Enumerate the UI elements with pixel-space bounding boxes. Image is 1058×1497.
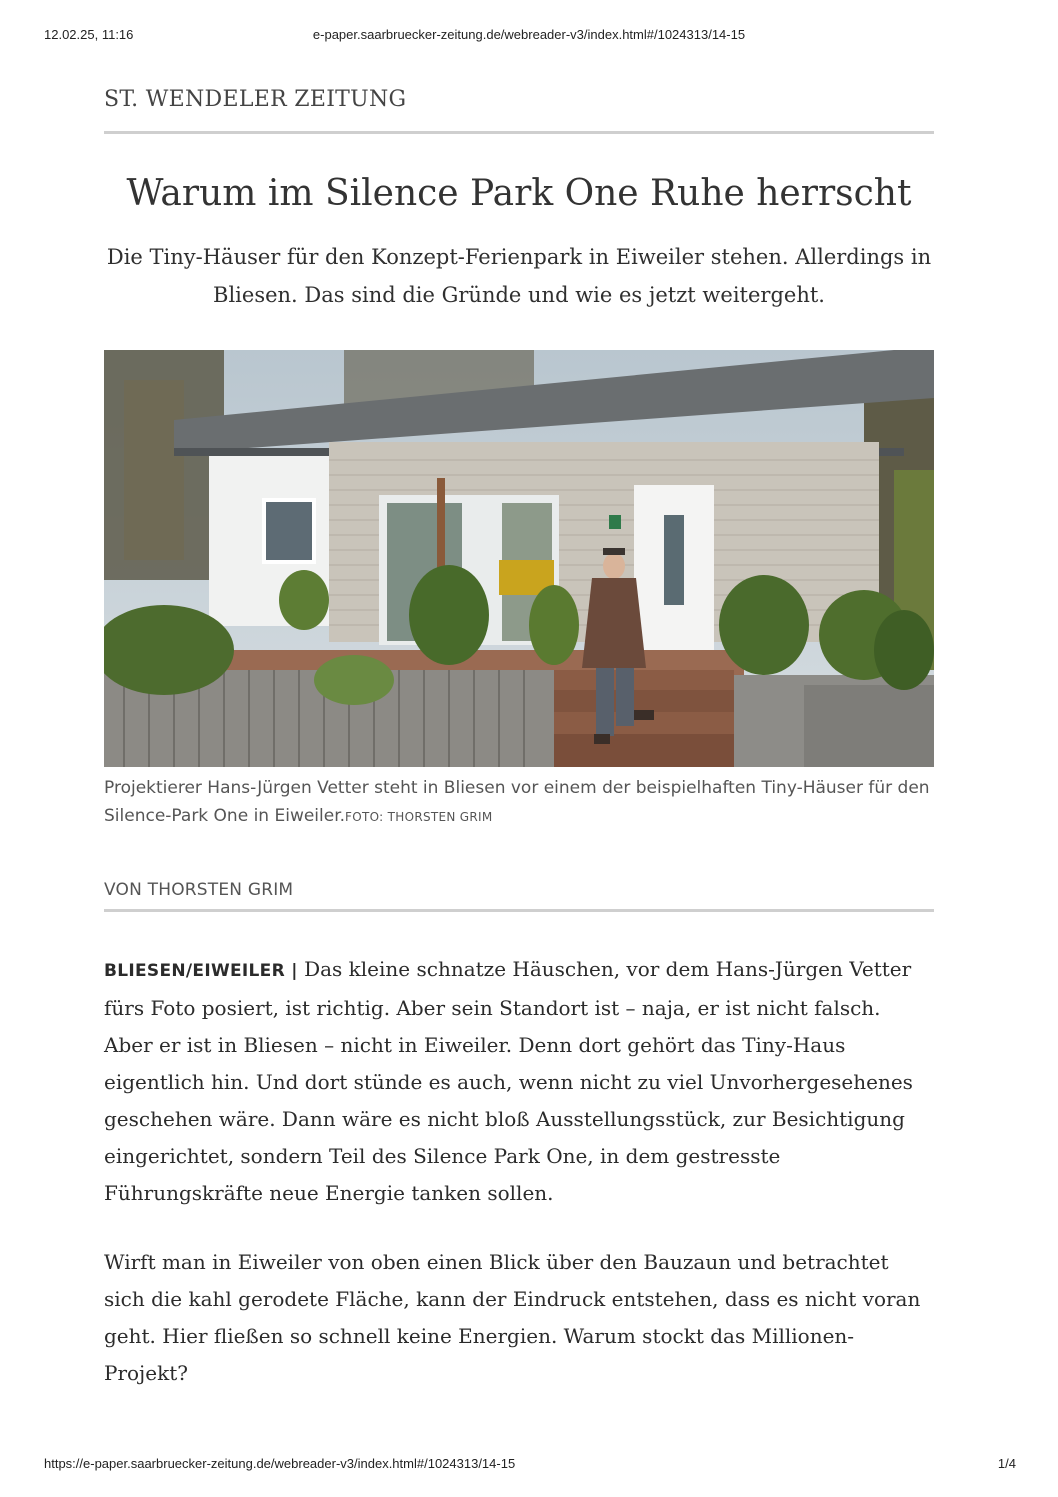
byline-divider — [104, 909, 934, 912]
article-lead: Die Tiny-Häuser für den Konzept-Ferienpark in Eiweiler stehen. Allerdings in Bliesen. Das sind die Gründe und wie es jetzt weitergeht. — [106, 245, 932, 307]
article-photo — [104, 350, 934, 767]
page-number: 1/4 — [997, 1456, 1016, 1471]
caption-text: Projektierer Hans-Jürgen Vetter steht in Bliesen vor einem der beispielhaften Tiny-Häuser für den Silence-Park One in Eiweiler. — [104, 778, 930, 826]
paragraph-1-text: Das kleine schnatze Häuschen, vor dem Hans-Jürgen Vetter fürs Foto posiert, ist richtig. Aber sein Standort ist – naja, er ist nicht falsch. Aber er ist in Bliesen – nicht in Eiweiler. Denn dort gehört das Tiny-Haus eigentlich hin. Und dort stünde es auch, wenn nicht zu viel Unvorhergesehenes geschehen wäre. Dann wäre es nicht bloß Ausstellungsstück, zur Besichtigung eingerichtet, sondern Teil des Silence Park One, in dem gestresste Führungskräfte neue Energie tanken sollen. — [104, 957, 913, 1205]
footer-url: https://e-paper.saarbruecker-zeitung.de/webreader-v3/index.html#/1024313/14-15 — [44, 1456, 516, 1471]
body-paragraph-1 — [104, 951, 934, 1212]
print-header — [0, 27, 1058, 45]
print-footer — [0, 1456, 1058, 1474]
print-url: e-paper.saarbruecker-zeitung.de/webreader-v3/index.html#/1024313/14-15 — [312, 27, 746, 42]
author-byline: VON THORSTEN GRIM — [104, 880, 294, 900]
section-title: ST. WENDELER ZEITUNG — [104, 87, 407, 112]
photo-caption — [104, 774, 934, 831]
section-divider — [104, 131, 934, 134]
photo-icon — [104, 350, 934, 767]
print-datetime: 12.02.25, 11:16 — [44, 27, 134, 42]
photo-credit: FOTO: THORSTEN GRIM — [345, 810, 493, 824]
article-headline: Warum im Silence Park One Ruhe herrscht — [126, 173, 912, 214]
body-paragraph-2: Wirft man in Eiweiler von oben einen Blick über den Bauzaun und betrachtet sich die kahl gerodete Fläche, kann der Eindruck entstehen, dass es nicht voran geht. Hier fließen so schnell keine Energien. Warum stockt das Millionen-Projekt? — [104, 1250, 921, 1385]
dateline: BLIESEN/EIWEILER | — [104, 961, 298, 981]
